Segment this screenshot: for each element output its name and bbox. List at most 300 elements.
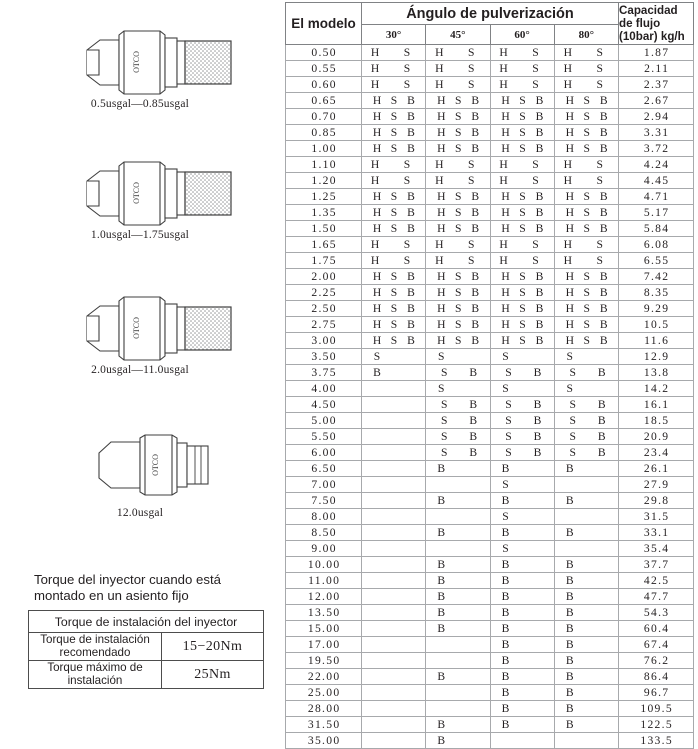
cell-angle-30 [362,269,426,285]
cell-angle-80 [554,317,618,333]
spray-type-b: B [535,286,544,299]
spray-type-h: H [499,238,508,251]
spray-type-s: S [532,254,539,267]
cell-angle-45 [426,221,490,237]
cell-model: 3.00 [286,333,362,349]
spray-type-s: S [583,206,590,219]
spray-type-b: B [407,302,415,315]
table-row [286,61,694,77]
cell-model: 9.00 [286,541,362,557]
spray-type-b: B [533,446,542,459]
nozzle-diagram-3 [0,290,280,376]
spray-type-b: B [535,142,544,155]
cell-angle-80 [554,77,618,93]
table-row [286,701,694,717]
spray-type-s: S [502,542,509,555]
table-row [286,445,694,461]
cell-capacity: 18.5 [619,413,694,429]
table-row [286,365,694,381]
spray-type-s: S [455,222,462,235]
table-row [286,317,694,333]
spray-type-h: H [372,190,382,203]
spray-type-s: S [583,286,590,299]
cell-angle-45 [426,477,490,493]
spray-type-b: B [565,590,574,603]
spray-type-s: S [583,190,590,203]
spray-type-h: H [501,270,510,283]
cell-capacity: 4.45 [619,173,694,189]
cell-angle-60 [490,541,554,557]
spray-type-b: B [437,574,446,587]
cell-angle-80 [554,189,618,205]
spray-type-s: S [403,174,411,187]
torque-row [29,661,264,689]
spray-type-s: S [502,382,509,395]
table-row [286,381,694,397]
spray-type-s: S [532,62,539,75]
spray-type-b: B [407,222,415,235]
cell-capacity: 5.84 [619,221,694,237]
spray-type-b: B [599,334,608,347]
spray-type-h: H [437,334,446,347]
cell-model: 8.50 [286,525,362,541]
spray-type-s: S [441,446,448,459]
spray-type-b: B [407,334,415,347]
spray-type-b: B [471,206,480,219]
cell-angle-60 [490,429,554,445]
cell-angle-60 [490,317,554,333]
spray-type-s: S [519,286,526,299]
spray-type-s: S [583,270,590,283]
table-row [286,221,694,237]
cell-angle-30 [362,285,426,301]
spray-type-h: H [437,302,446,315]
spray-type-s: S [569,430,576,443]
nozzle-body-label: OTCO [151,454,160,476]
spray-type-s: S [455,270,462,283]
cell-angle-45 [426,637,490,653]
spray-type-h: H [501,94,510,107]
cell-angle-60 [490,685,554,701]
spray-type-h: H [565,110,574,123]
spray-type-s: S [519,334,526,347]
spray-type-s: S [583,110,590,123]
spray-type-b: B [599,142,608,155]
nozzle-diagram-2 [0,155,280,241]
spray-type-s: S [390,142,398,155]
spray-type-s: S [583,302,590,315]
spray-type-b: B [597,430,606,443]
cell-model: 8.00 [286,509,362,525]
spray-type-b: B [373,366,381,379]
cell-angle-60 [490,589,554,605]
cell-capacity: 2.11 [619,61,694,77]
spray-type-b: B [501,718,510,731]
cell-angle-45 [426,93,490,109]
spray-type-b: B [469,446,478,459]
spray-type-b: B [597,398,606,411]
spray-type-s: S [455,142,462,155]
cell-angle-60 [490,365,554,381]
spray-type-h: H [372,302,382,315]
cell-model: 0.65 [286,93,362,109]
cell-angle-80 [554,157,618,173]
table-row [286,733,694,749]
spray-type-s: S [596,174,603,187]
cell-angle-80 [554,349,618,365]
spray-type-s: S [390,334,398,347]
spray-type-h: H [437,142,446,155]
cell-model: 15.00 [286,621,362,637]
cell-angle-30 [362,653,426,669]
cell-model: 12.00 [286,589,362,605]
cell-angle-80 [554,301,618,317]
spray-type-b: B [471,286,480,299]
spray-type-b: B [471,318,480,331]
spray-type-b: B [599,286,608,299]
spray-type-h: H [501,206,510,219]
cell-angle-30 [362,301,426,317]
cell-angle-60 [490,397,554,413]
cell-angle-80 [554,173,618,189]
spray-type-b: B [501,574,510,587]
spray-type-b: B [501,702,510,715]
cell-angle-80 [554,269,618,285]
cell-angle-30 [362,589,426,605]
spray-type-h: H [501,222,510,235]
table-row [286,397,694,413]
table-row [286,461,694,477]
cell-model: 1.75 [286,253,362,269]
spray-type-b: B [599,270,608,283]
spray-type-s: S [455,190,462,203]
spray-type-b: B [565,606,574,619]
spray-type-h: H [565,318,574,331]
spray-type-s: S [596,46,603,59]
spray-type-b: B [535,126,544,139]
table-row [286,109,694,125]
cell-angle-60 [490,301,554,317]
spray-type-s: S [596,238,603,251]
spray-type-s: S [441,430,448,443]
cell-angle-30 [362,717,426,733]
spray-type-s: S [519,110,526,123]
spray-type-h: H [370,46,380,59]
spray-type-b: B [407,270,415,283]
cell-angle-80 [554,125,618,141]
spray-type-s: S [569,414,576,427]
cell-angle-30 [362,701,426,717]
cell-angle-80 [554,397,618,413]
spray-type-b: B [565,622,574,635]
table-row [286,189,694,205]
cell-model: 6.00 [286,445,362,461]
spray-type-b: B [407,318,415,331]
cell-angle-80 [554,509,618,525]
table-row [286,125,694,141]
spray-type-s: S [390,190,398,203]
cell-capacity: 11.6 [619,333,694,349]
cell-angle-30 [362,349,426,365]
cell-angle-60 [490,605,554,621]
cell-capacity: 27.9 [619,477,694,493]
cell-angle-45 [426,253,490,269]
spray-type-b: B [437,494,446,507]
spray-type-s: S [519,94,526,107]
spray-type-s: S [403,46,411,59]
spray-type-b: B [469,398,478,411]
cell-angle-60 [490,189,554,205]
spray-type-h: H [501,126,510,139]
cell-model: 3.75 [286,365,362,381]
spray-type-s: S [583,94,590,107]
table-row [286,413,694,429]
cell-angle-80 [554,669,618,685]
spray-type-b: B [565,670,574,683]
cell-angle-80 [554,605,618,621]
spray-type-h: H [437,126,446,139]
cell-angle-45 [426,413,490,429]
spray-type-b: B [565,574,574,587]
cell-angle-80 [554,541,618,557]
spray-type-h: H [499,174,508,187]
torque-section [0,572,280,689]
cell-angle-60 [490,621,554,637]
cell-capacity: 29.8 [619,493,694,509]
cell-capacity: 14.2 [619,381,694,397]
table-row [286,717,694,733]
spray-type-b: B [565,462,574,475]
spray-type-h: H [370,238,380,251]
spray-type-s: S [596,62,603,75]
header-angle-45: 45° [426,25,490,45]
cell-model: 6.50 [286,461,362,477]
cell-angle-80 [554,429,618,445]
spray-type-b: B [471,190,480,203]
spray-type-h: H [372,94,382,107]
cell-angle-80 [554,701,618,717]
spray-type-s: S [519,270,526,283]
table-row [286,685,694,701]
cell-capacity: 3.31 [619,125,694,141]
spray-type-h: H [370,254,380,267]
spray-type-b: B [501,462,510,475]
spray-type-h: H [501,286,510,299]
spray-type-b: B [437,670,446,683]
nozzle-caption-3: 2.0usgal—11.0usgal [91,364,189,376]
nozzle-body-label: OTCO [132,51,141,73]
cell-capacity: 10.5 [619,317,694,333]
cell-angle-45 [426,189,490,205]
spray-type-h: H [437,190,446,203]
spray-type-b: B [501,686,510,699]
cell-angle-30 [362,381,426,397]
cell-model: 25.00 [286,685,362,701]
spray-type-b: B [469,430,478,443]
cell-angle-80 [554,445,618,461]
nozzle-drawing-short [0,433,280,505]
spray-type-b: B [471,94,480,107]
spray-type-b: B [501,494,510,507]
cell-angle-30 [362,93,426,109]
cell-angle-80 [554,653,618,669]
cell-model: 11.00 [286,573,362,589]
cell-model: 1.20 [286,173,362,189]
cell-capacity: 47.7 [619,589,694,605]
spray-type-h: H [372,318,382,331]
spray-type-h: H [435,46,444,59]
spray-type-s: S [438,350,445,363]
cell-angle-80 [554,573,618,589]
cell-angle-60 [490,141,554,157]
cell-angle-30 [362,445,426,461]
spray-type-s: S [505,398,512,411]
cell-angle-45 [426,605,490,621]
spray-type-b: B [437,622,446,635]
cell-angle-60 [490,109,554,125]
cell-angle-45 [426,557,490,573]
nozzle-diagram-1 [0,24,280,110]
spray-type-b: B [599,94,608,107]
cell-angle-45 [426,45,490,61]
spray-type-b: B [501,558,510,571]
spray-type-s: S [390,110,398,123]
spray-type-h: H [372,206,382,219]
cell-angle-80 [554,637,618,653]
cell-angle-60 [490,445,554,461]
spray-type-b: B [407,94,415,107]
cell-angle-30 [362,413,426,429]
spray-type-s: S [583,318,590,331]
cell-angle-45 [426,365,490,381]
capacity-line-1: Capacidad [619,3,678,17]
spray-type-s: S [455,126,462,139]
spray-type-b: B [469,414,478,427]
spray-type-b: B [501,670,510,683]
cell-capacity: 2.94 [619,109,694,125]
cell-angle-60 [490,733,554,749]
spray-type-b: B [599,126,608,139]
table-row [286,493,694,509]
cell-model: 2.25 [286,285,362,301]
cell-angle-80 [554,221,618,237]
spray-type-b: B [599,318,608,331]
spray-type-h: H [437,110,446,123]
spray-type-s: S [502,478,509,491]
spray-type-b: B [437,718,446,731]
spray-type-s: S [373,350,381,363]
spray-type-b: B [535,110,544,123]
cell-model: 7.00 [286,477,362,493]
cell-angle-60 [490,173,554,189]
header-angle-30: 30° [362,25,426,45]
cell-angle-45 [426,141,490,157]
nozzle-svg [0,290,280,362]
cell-angle-45 [426,269,490,285]
spray-type-h: H [435,238,444,251]
cell-angle-45 [426,237,490,253]
cell-angle-45 [426,653,490,669]
nozzle-svg [0,24,280,96]
spray-type-b: B [471,302,480,315]
spray-type-s: S [532,78,539,91]
cell-angle-45 [426,285,490,301]
spray-type-h: H [370,158,380,171]
spray-type-s: S [403,158,411,171]
cell-angle-30 [362,637,426,653]
cell-model: 3.50 [286,349,362,365]
spray-type-b: B [471,110,480,123]
table-row [286,269,694,285]
torque-heading: Torque del inyector cuando está montado en un asiento fijo [34,572,221,603]
table-row [286,525,694,541]
spray-type-s: S [596,78,603,91]
spray-type-h: H [435,158,444,171]
table-row [286,301,694,317]
cell-angle-45 [426,125,490,141]
cell-angle-80 [554,413,618,429]
spray-type-b: B [599,222,608,235]
header-model: El modelo [286,3,362,45]
spray-type-s: S [468,158,475,171]
spray-type-h: H [565,126,574,139]
spray-type-b: B [535,270,544,283]
spray-type-s: S [403,254,411,267]
cell-angle-45 [426,541,490,557]
torque-maximum-label: Torque máximo de instalación [29,661,162,689]
cell-angle-60 [490,45,554,61]
cell-angle-30 [362,333,426,349]
cell-angle-60 [490,285,554,301]
cell-angle-60 [490,61,554,77]
table-row [286,205,694,221]
spray-type-b: B [533,430,542,443]
spray-type-b: B [533,398,542,411]
cell-angle-80 [554,381,618,397]
spray-type-b: B [597,366,606,379]
spray-type-b: B [565,654,574,667]
nozzle-body-label: OTCO [132,317,141,339]
cell-angle-80 [554,93,618,109]
spray-type-s: S [390,302,398,315]
spray-type-h: H [565,334,574,347]
cell-capacity: 37.7 [619,557,694,573]
spray-type-b: B [565,526,574,539]
table-row [286,173,694,189]
spray-type-h: H [372,334,382,347]
cell-model: 4.50 [286,397,362,413]
cell-model: 1.35 [286,205,362,221]
spray-type-s: S [566,382,573,395]
spray-type-b: B [533,414,542,427]
table-row [286,93,694,109]
cell-angle-80 [554,557,618,573]
cell-angle-80 [554,237,618,253]
cell-model: 10.00 [286,557,362,573]
spray-type-s: S [569,366,576,379]
spray-type-h: H [437,286,446,299]
cell-angle-80 [554,333,618,349]
cell-angle-60 [490,381,554,397]
cell-angle-30 [362,205,426,221]
spray-type-b: B [535,94,544,107]
cell-angle-30 [362,109,426,125]
cell-angle-45 [426,509,490,525]
spray-type-b: B [437,462,446,475]
table-row [286,557,694,573]
spray-type-s: S [441,414,448,427]
cell-angle-80 [554,493,618,509]
